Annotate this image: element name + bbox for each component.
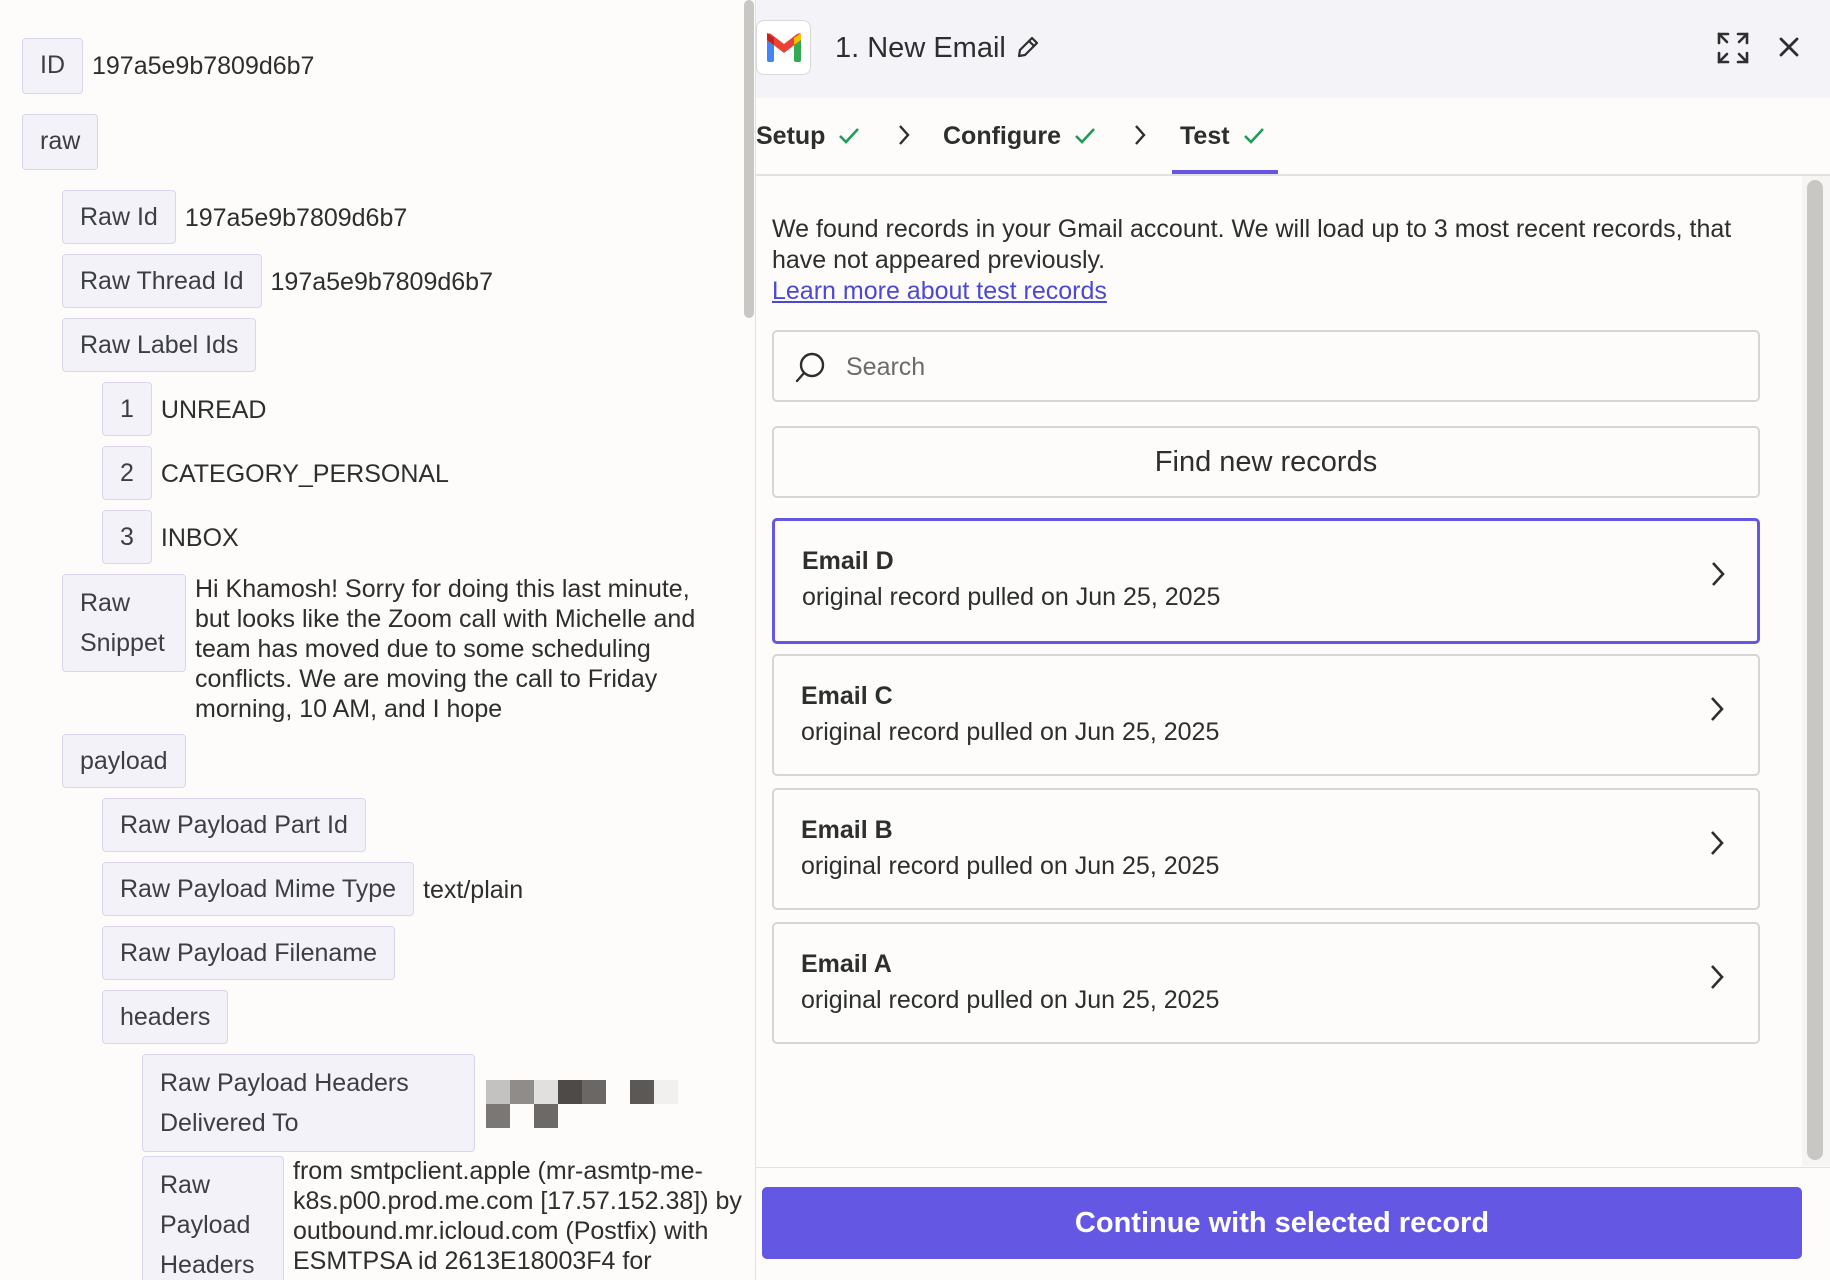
tab-label: Test — [1180, 122, 1230, 150]
field-key: Raw Payload Mime Type — [102, 862, 414, 916]
chevron-right-icon — [1708, 828, 1726, 858]
tab-configure[interactable] — [943, 116, 1097, 156]
field-raw — [22, 114, 98, 170]
step-tabs — [756, 98, 1830, 176]
field-raw-label-ids — [62, 318, 256, 372]
record-item-email-b[interactable] — [772, 788, 1760, 910]
tab-label: Setup — [756, 122, 826, 150]
record-detail-panel — [0, 0, 756, 1280]
field-raw-payload-filename — [102, 926, 395, 980]
field-value: 197a5e9b7809d6b7 — [184, 204, 408, 232]
active-tab-indicator — [1172, 170, 1278, 174]
label-value: INBOX — [160, 524, 239, 552]
left-scrollbar[interactable] — [744, 0, 754, 318]
field-delivered-to — [142, 1054, 475, 1152]
learn-more-link[interactable]: Learn more about test records — [772, 277, 1107, 305]
tab-setup[interactable] — [756, 116, 861, 156]
field-key: payload — [62, 734, 186, 788]
field-raw-payload-mime-type — [102, 862, 523, 916]
intro-message: We found records in your Gmail account. We will load up to 3 most recent records, that have not appeared previously. — [772, 215, 1732, 274]
chevron-right-icon — [1708, 962, 1726, 992]
check-icon — [1073, 126, 1097, 146]
field-key: Raw Payload Headers — [142, 1156, 284, 1280]
field-value: from smtpclient.apple (mr-asmtp-me-k8s.p00.prod.me.com [17.57.152.38]) by outbound.mr.icloud.com (Postfix) with ESMTPSA id 2613E18003F4 for — [293, 1157, 742, 1275]
field-raw-id — [62, 190, 407, 244]
continue-button[interactable]: Continue with selected record — [762, 1187, 1802, 1259]
field-key: Raw Id — [62, 190, 176, 244]
footer-divider — [756, 1167, 1830, 1168]
search-box[interactable] — [772, 330, 1760, 402]
field-key: Raw Payload Filename — [102, 926, 395, 980]
field-key: ID — [22, 38, 83, 94]
record-item-email-a[interactable] — [772, 922, 1760, 1044]
record-title: Email C — [801, 682, 893, 710]
record-title: Email A — [801, 950, 892, 978]
record-title: Email B — [801, 816, 893, 844]
field-key: Raw Label Ids — [62, 318, 256, 372]
label-item — [102, 382, 266, 436]
field-key: headers — [102, 990, 228, 1044]
search-icon — [792, 350, 828, 386]
intro-text — [772, 214, 1782, 307]
label-value: CATEGORY_PERSONAL — [160, 460, 449, 488]
field-raw-snippet — [62, 574, 725, 724]
chevron-right-icon — [896, 122, 912, 148]
field-value: 197a5e9b7809d6b7 — [92, 52, 315, 80]
chevron-right-icon — [1709, 559, 1727, 589]
label-item — [102, 446, 449, 500]
record-title: Email D — [802, 547, 894, 575]
chevron-right-icon — [1708, 694, 1726, 724]
tab-test[interactable] — [1180, 116, 1266, 156]
field-key: Raw Payload Headers Delivered To — [142, 1054, 475, 1152]
field-key: Raw Thread Id — [62, 254, 262, 308]
tab-label: Configure — [943, 122, 1062, 150]
chevron-right-icon — [1132, 122, 1148, 148]
label-item — [102, 510, 239, 564]
field-raw-payload-part-id — [102, 798, 366, 852]
field-raw-thread-id — [62, 254, 493, 308]
record-subtitle: original record pulled on Jun 25, 2025 — [801, 986, 1220, 1014]
record-item-email-c[interactable] — [772, 654, 1760, 776]
gmail-icon — [756, 20, 811, 75]
label-index: 3 — [102, 510, 152, 564]
field-id — [22, 38, 314, 94]
edit-pencil-icon[interactable] — [1015, 34, 1041, 60]
record-item-email-d[interactable] — [772, 518, 1760, 644]
record-subtitle: original record pulled on Jun 25, 2025 — [801, 718, 1220, 746]
find-new-records-button[interactable]: Find new records — [772, 426, 1760, 498]
field-key: Raw Payload Part Id — [102, 798, 366, 852]
field-key: raw — [22, 114, 98, 170]
label-index: 1 — [102, 382, 152, 436]
record-subtitle: original record pulled on Jun 25, 2025 — [801, 852, 1220, 880]
step-panel — [756, 0, 1830, 1280]
field-headers — [102, 990, 228, 1044]
panel-header — [756, 0, 1830, 98]
field-value: text/plain — [423, 876, 524, 904]
record-subtitle: original record pulled on Jun 25, 2025 — [802, 583, 1221, 611]
step-title: 1. New Email — [835, 32, 1006, 64]
close-icon[interactable] — [1777, 35, 1801, 59]
check-icon — [1242, 126, 1266, 146]
field-payload — [62, 734, 186, 788]
field-received — [142, 1156, 743, 1280]
search-input[interactable] — [844, 344, 1728, 390]
label-value: UNREAD — [160, 396, 267, 424]
label-index: 2 — [102, 446, 152, 500]
right-scrollbar[interactable] — [1807, 180, 1823, 1160]
expand-icon[interactable] — [1716, 31, 1750, 65]
check-icon — [837, 126, 861, 146]
field-value: Hi Khamosh! Sorry for doing this last minute, but looks like the Zoom call with Michelle and team has moved due to some scheduling conflicts. We are moving the call to Friday morning, 10 AM, and I hope — [195, 575, 696, 723]
field-value: 197a5e9b7809d6b7 — [270, 268, 493, 296]
field-key: Raw Snippet — [62, 574, 186, 672]
